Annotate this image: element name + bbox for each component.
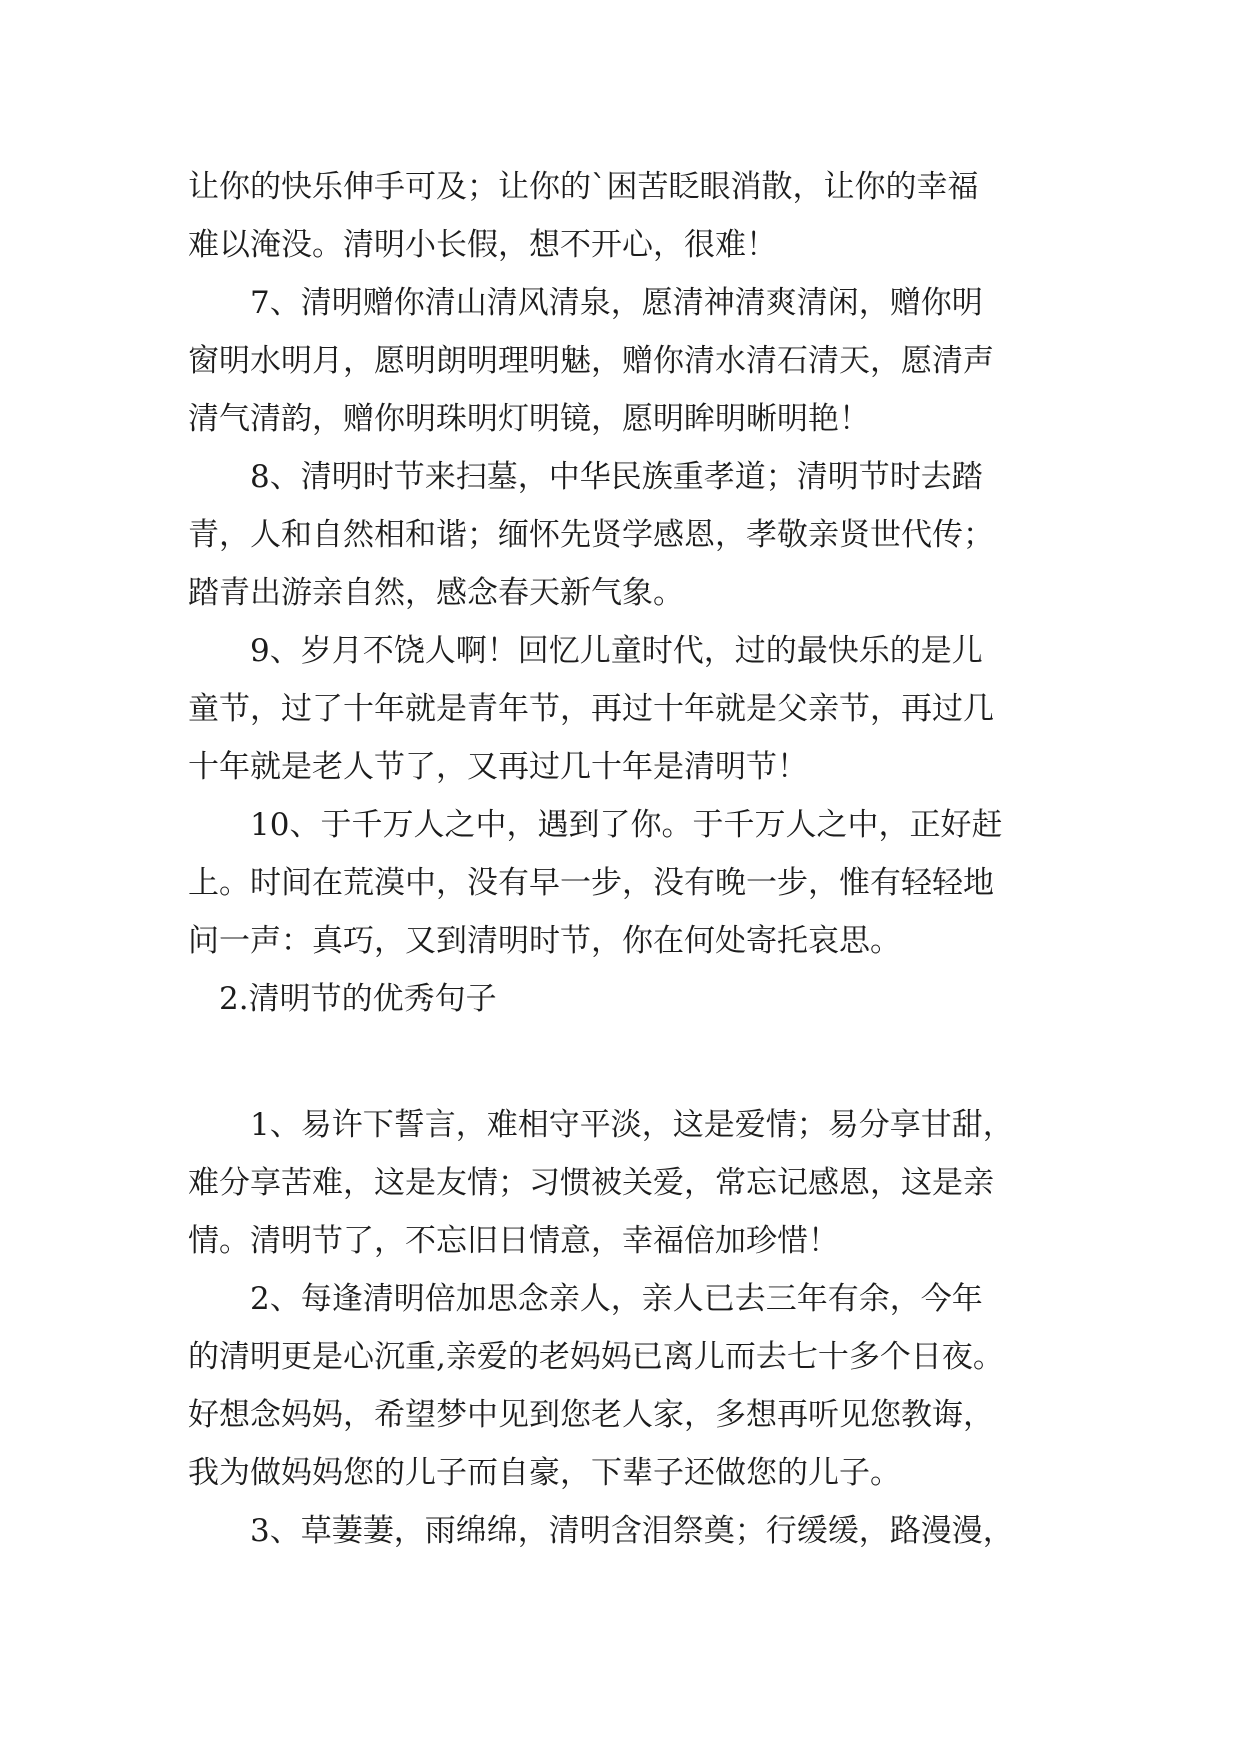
text-line: 让你的快乐伸手可及；让你的`困苦眨眼消散，让你的幸福 (188, 169, 979, 205)
text-line: 难以淹没。清明小长假，想不开心，很难！ (188, 227, 777, 263)
text-line: 1、易许下誓言，难相守平淡，这是爱情；易分享甘甜， (250, 1107, 1014, 1143)
text-line: 好想念妈妈，希望梦中见到您老人家，多想再听见您教诲， (188, 1397, 994, 1433)
text-line: 十年就是老人节了，又再过几十年是清明节！ (188, 749, 808, 785)
spacer (188, 1028, 1062, 1096)
text-line: 情。清明节了，不忘旧日情意，幸福倍加珍惜！ (188, 1223, 839, 1259)
text-line: 的清明更是心沉重,亲爱的老妈妈已离儿而去七十多个日夜。 (188, 1339, 1004, 1375)
text-line: 9、岁月不饶人啊！回忆儿童时代，过的最快乐的是儿 (250, 633, 983, 669)
text-line: 青，人和自然相和谐；缅怀先贤学感恩，孝敬亲贤世代传； (188, 517, 994, 553)
text-line: 7、清明赠你清山清风清泉，愿清神清爽清闲，赠你明 (250, 285, 983, 321)
text-line: 踏青出游亲自然，感念春天新气象。 (188, 575, 684, 611)
text-line: 窗明水明月，愿明朗明理明魅，赠你清水清石清天，愿清声 (188, 343, 994, 379)
text-line: 8、清明时节来扫墓，中华民族重孝道；清明节时去踏 (250, 459, 983, 495)
text-line: 难分享苦难，这是友情；习惯被关爱，常忘记感恩，这是亲 (188, 1165, 994, 1201)
text-line: 童节，过了十年就是青年节，再过十年就是父亲节，再过几 (188, 691, 994, 727)
text-line: 3、草萋萋，雨绵绵，清明含泪祭奠；行缓缓，路漫漫， (250, 1513, 1014, 1549)
text-line: 问一声：真巧，又到清明时节，你在何处寄托哀思。 (188, 923, 901, 959)
text-line: 2、每逢清明倍加思念亲人，亲人已去三年有余，今年 (250, 1281, 983, 1317)
text-line: 10、于千万人之中，遇到了你。于千万人之中，正好赶 (250, 807, 1003, 843)
text-line: 清气清韵，赠你明珠明灯明镜，愿明眸明晰明艳！ (188, 401, 870, 437)
text-line: 上。时间在荒漠中，没有早一步，没有晚一步，惟有轻轻地 (188, 865, 994, 901)
text-line: 我为做妈妈您的儿子而自豪，下辈子还做您的儿子。 (188, 1455, 901, 1491)
section-heading: 2.清明节的优秀句子 (219, 981, 497, 1017)
document-body (188, 158, 1062, 1560)
